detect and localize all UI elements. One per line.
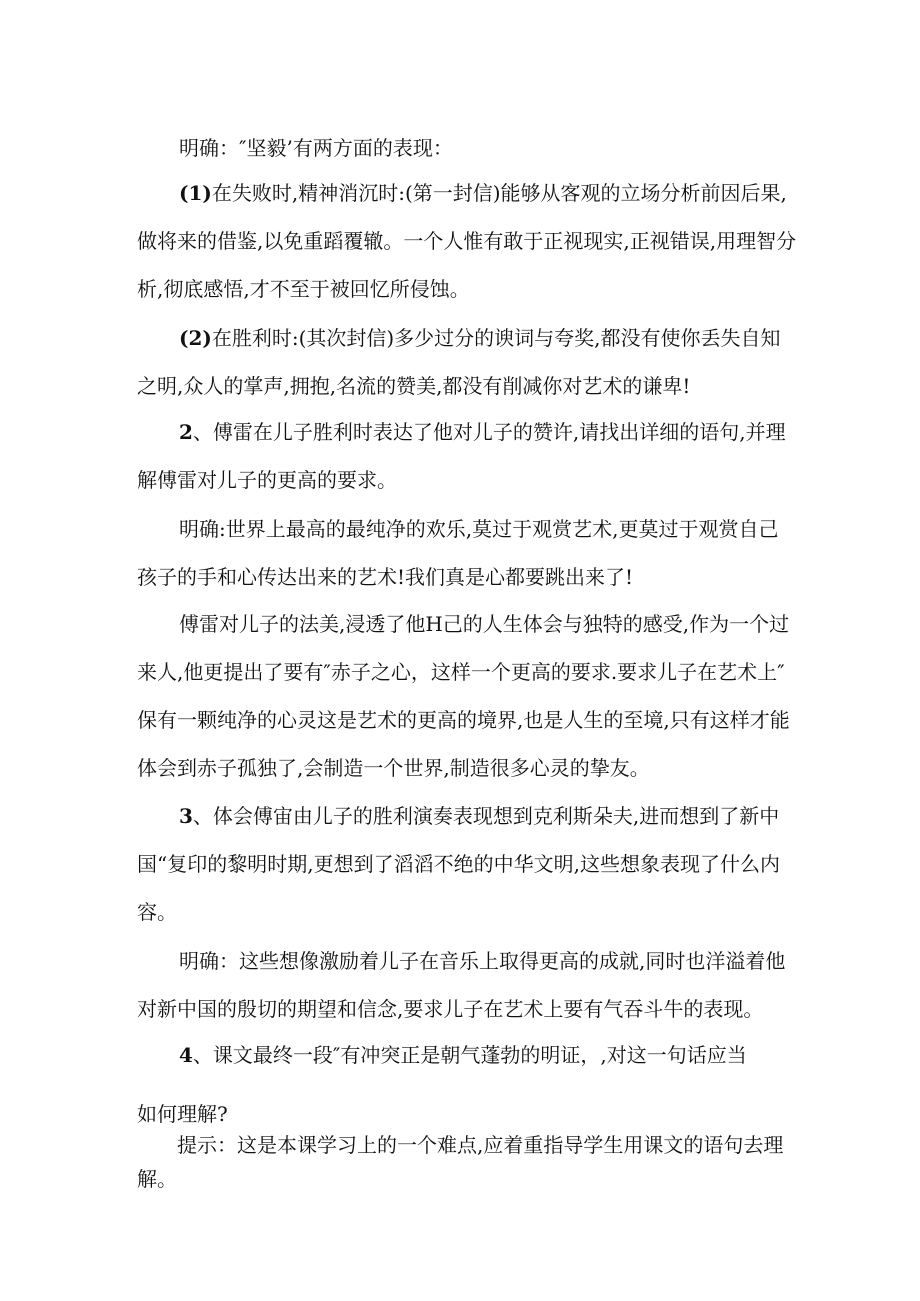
paragraph-text: 在胜利时:(其次封信)多少过分的谀词与夸奖,都没有使你丢失自知之明,众人的掌声,拥抱,名流的赞美,都没有削减你对艺术的谦卑! xyxy=(137,326,781,398)
question-2 xyxy=(137,408,797,504)
question-3 xyxy=(137,792,797,936)
paragraph-text: 、体会傅宙由儿子的胜利演奏表现想到克利斯朵夫,进而想到了新中国“复印的黎明时期,更想到了滔滔不绝的中华文明,这些想象表现了什么内容。 xyxy=(137,804,780,924)
paragraph-text: 如何理解? xyxy=(137,1102,228,1126)
item-number: (1) xyxy=(179,181,212,205)
paragraph-text: 、傅雷在儿子胜利时表达了他对儿子的赞许,请找出详细的语句,并理解傅雷对儿子的更高的要求。 xyxy=(137,420,786,492)
paragraph-text: 、课文最终一段″有冲突正是朝气蓬勃的明证，,对这一句话应当 xyxy=(192,1043,747,1067)
paragraph-success xyxy=(137,314,797,410)
question-4 xyxy=(137,1031,797,1079)
paragraph-text: 明确：这些想像激励着儿子在音乐上取得更高的成就,同时也洋溢着他对新中国的殷切的期望和信念,要求儿子在艺术上要有气吞斗牛的表现。 xyxy=(137,949,786,1021)
question-number: 4 xyxy=(179,1043,193,1067)
question-number: 2 xyxy=(179,420,193,444)
paragraph-text: 明确:世界上最高的最纯净的欢乐,莫过于观赏艺术,更莫过于观赏自己孩子的手和心传达出来的艺术!我们真是心都要跳出来了! xyxy=(137,517,779,589)
question-number: 3 xyxy=(179,804,193,828)
paragraph-text: 在失败时,精神消沉时:(第一封信)能够从客观的立场分析前因后果,做将来的借鉴,以免重蹈覆辙。一个人惟有敢于正视现实,正视错误,用理智分析,彻底感悟,才不至于被回忆所侵蚀。 xyxy=(137,181,797,301)
paragraph-fu-lei-praise xyxy=(137,600,797,792)
paragraph-clarify-imagination xyxy=(137,937,797,1033)
paragraph-clarify-perseverance xyxy=(137,124,797,172)
paragraph-failure xyxy=(137,169,797,313)
paragraph-clarify-joy xyxy=(137,505,797,601)
paragraph-text: 傅雷对儿子的法美,浸透了他H己的人生体会与独特的感受,作为一个过来人,他更提出了要有″赤子之心，这样一个更高的要求.要求儿子在艺术上″保有一颗纯净的心灵这是艺术的更高的境界,也是人生的至境,只有这样才能体会到赤子孤独了,会制造一个世界,制造很多心灵的挚友。 xyxy=(137,612,790,780)
paragraph-text: 明确：″坚毅’有两方面的表现： xyxy=(179,136,453,160)
paragraph-text: 提示：这是本课学习上的一个难点,应着重指导学生用课文的语句去理解。 xyxy=(137,1133,784,1191)
paragraph-hint xyxy=(137,1128,797,1196)
paragraph-how-to-understand xyxy=(137,1097,797,1131)
item-number: (2) xyxy=(179,326,212,350)
